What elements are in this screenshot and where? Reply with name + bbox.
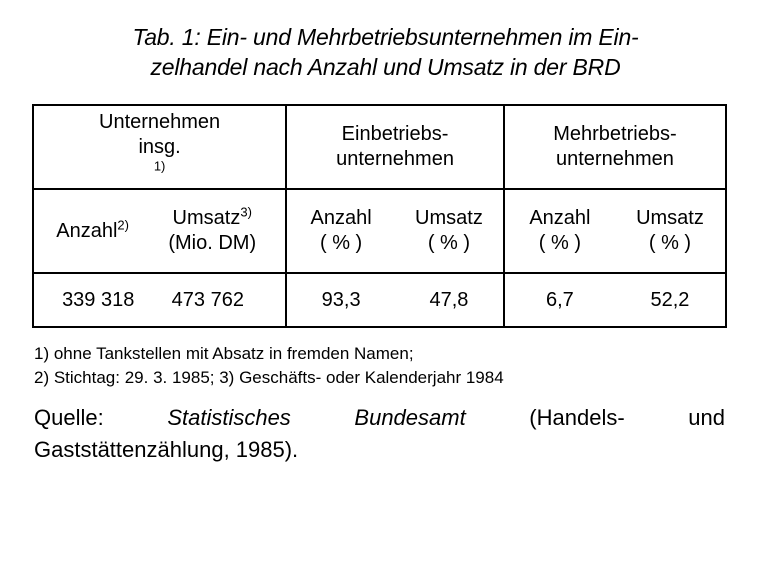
sub-header-group-unternehmen [34, 189, 286, 273]
sub-header-umsatz-gesamt: Umsatz$^{3)}$ (Mio. DM) [145, 206, 279, 256]
source-institution: Statistisches Bundesamt [167, 405, 466, 430]
value-umsatz-mehrbetriebs: 52,2 [650, 288, 690, 311]
source-note [34, 402, 725, 466]
footnote-marker-2: 2) [117, 216, 129, 232]
data-cell-group-mehrbetriebs [504, 273, 725, 326]
table-group-header-row [34, 106, 725, 189]
footnotes [34, 342, 745, 390]
value-anzahl-gesamt: 339 318 [62, 288, 135, 311]
group-header-unternehmen-line1: Unternehmen [99, 110, 221, 133]
data-cell-group-unternehmen [34, 273, 286, 326]
footnote-line-1: 1) ohne Tankstellen mit Absatz in fremden Namen; [34, 344, 414, 363]
group-header-einbetriebs-line1: Einbetriebs- [341, 123, 449, 145]
sub-header-umsatz-einbetriebs: Umsatz ( % ) [415, 207, 483, 254]
sub-header-anzahl-gesamt: Anzahl$^{2)}$ [56, 216, 129, 242]
value-anzahl-mehrbetriebs: 6,7 [545, 288, 574, 311]
group-header-mehrbetriebs-line2: unternehmen [555, 148, 674, 170]
title-line-2: zelhandel nach Anzahl und Umsatz in der BRD [150, 54, 621, 80]
title-line-1: Tab. 1: Ein- und Mehrbetriebsunternehmen im Ein- [132, 24, 639, 50]
group-header-unternehmen [34, 106, 286, 189]
value-umsatz-einbetriebs: 47,8 [429, 288, 469, 311]
table-title [44, 22, 727, 82]
sub-header-umsatz-gesamt-unit: (Mio. DM) [168, 232, 257, 254]
sub-header-umsatz-mehrbetriebs: Umsatz ( % ) [636, 207, 704, 254]
data-cell-group-einbetriebs [286, 273, 504, 326]
footnote-marker-3: 3) [240, 204, 252, 220]
group-header-mehrbetriebs-line1: Mehrbetriebs- [553, 123, 677, 145]
sub-header-anzahl-einbetriebs: Anzahl ( % ) [310, 207, 372, 254]
source-prefix: Quelle: [34, 405, 168, 430]
group-header-unternehmen-line2: insg. $^{1)}$ [138, 135, 181, 173]
source-suffix: (Handels- und [465, 405, 725, 430]
source-line-1 [34, 402, 725, 434]
sub-header-group-mehrbetriebs [504, 189, 725, 273]
value-anzahl-einbetriebs: 93,3 [321, 288, 361, 311]
value-umsatz-gesamt: 473 762 [171, 288, 244, 311]
group-header-mehrbetriebsunternehmen [504, 106, 725, 189]
table-sub-header-row [34, 189, 725, 273]
footnote-marker-1: 1) [153, 157, 166, 173]
footnote-line-2: 2) Stichtag: 29. 3. 1985; 3) Geschäfts- oder Kalenderjahr 1984 [34, 368, 504, 387]
group-header-einbetriebsunternehmen [286, 106, 504, 189]
sub-header-anzahl-mehrbetriebs: Anzahl ( % ) [529, 207, 591, 254]
statistics-table [32, 104, 727, 328]
group-header-einbetriebs-line2: unternehmen [336, 148, 454, 170]
table-data-row [34, 273, 725, 326]
source-line-2: Gaststättenzählung, 1985). [34, 437, 299, 462]
sub-header-group-einbetriebs [286, 189, 504, 273]
